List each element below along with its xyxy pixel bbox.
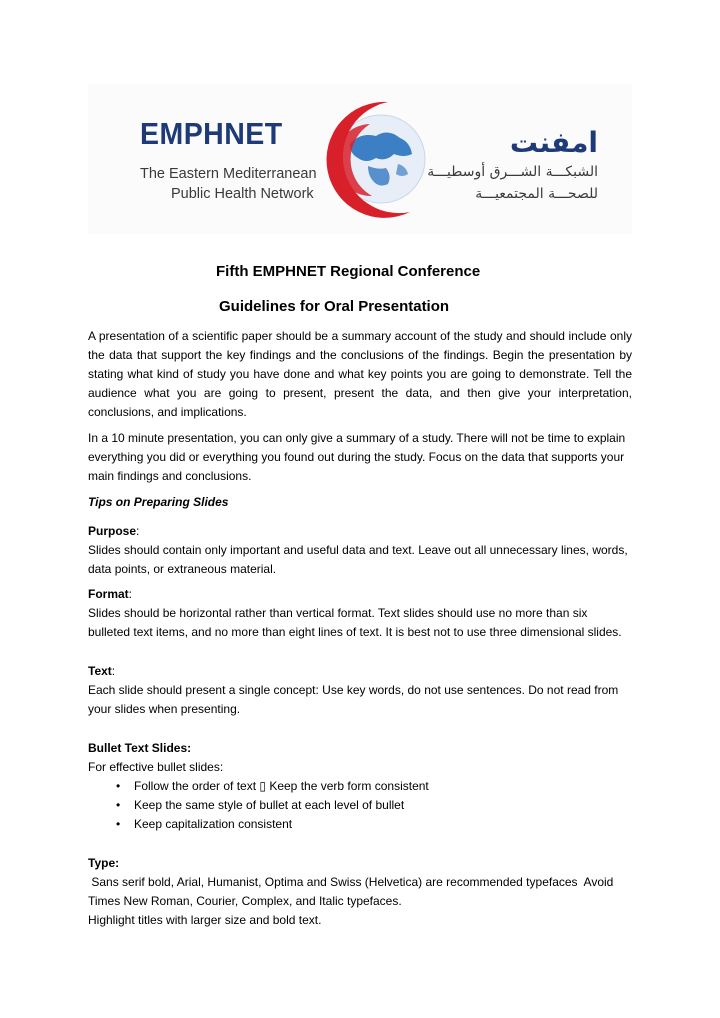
purpose-heading: Purpose — [88, 524, 137, 538]
logo-english-line-1: The Eastern Mediterranean — [140, 166, 317, 182]
type-section — [88, 854, 632, 930]
document-subtitle: Guidelines for Oral Presentation — [219, 298, 450, 315]
logo-arabic-line-2: للصحـــة المجتمعيـــة — [475, 186, 598, 202]
bullet-icon: • — [116, 798, 121, 812]
intro-paragraph-2: In a 10 minute presentation, you can only give a summary of a study. There will not be time to explain everything you did or everything you found out during the study. Focus on the data that supports your main findings and conclusions. — [88, 431, 626, 483]
format-section — [88, 585, 632, 642]
list-item — [116, 815, 632, 834]
list-item — [116, 796, 632, 815]
purpose-colon: : — [136, 524, 140, 538]
bullet-slides-heading: Bullet Text Slides: — [88, 741, 192, 755]
text-colon: : — [111, 664, 116, 678]
format-colon: : — [128, 587, 133, 601]
bullet-icon: • — [116, 817, 121, 831]
globe-crescent-icon — [88, 84, 632, 234]
text-section-text: Each slide should present a single concept: Use key words, do not use sentences. Do not read from your slides when presenting. — [88, 683, 619, 716]
type-heading: Type: — [88, 856, 120, 870]
bullet-slides-section — [88, 739, 632, 834]
tips-heading: Tips on Preparing Slides — [88, 495, 229, 509]
intro-paragraph-1: A presentation of a scientific paper should be a summary account of the study and should include only the data that support the key findings and the conclusions of the findings. Begin the presentation by stating what kind of study you have done and what key points you are going to demonstrate. Tell the audience what you are going to present, present the data, and then give your interpretation, conclusions, and implications. — [88, 329, 632, 419]
document-body — [88, 262, 632, 930]
text-section — [88, 662, 632, 719]
format-heading: Format — [88, 587, 129, 601]
logo-arabic-title: امفنت — [509, 126, 598, 159]
type-text-2: Highlight titles with larger size and bold text. — [88, 913, 322, 927]
type-text-1: Sans serif bold, Arial, Humanist, Optima and Swiss (Helvetica) are recommended typefaces Avoid Times New Roman, Courier, Complex, and Italic typefaces. — [88, 875, 617, 908]
list-item-text: Follow the order of text ▯ Keep the verb form consistent — [134, 779, 429, 793]
purpose-text: Slides should contain only important and useful data and text. Leave out all unnecessary lines, words, data points, or extraneous material. — [88, 543, 628, 576]
text-heading: Text — [88, 664, 112, 678]
list-item — [116, 777, 632, 796]
bullet-icon: • — [116, 779, 121, 793]
logo-english-line-2: Public Health Network — [171, 186, 314, 202]
format-text: Slides should be horizontal rather than vertical format. Text slides should use no more than six bulleted text items, and no more than eight lines of text. It is best not to use three dimensional slides. — [88, 606, 622, 639]
logo-english-title: EMPHNET — [140, 116, 283, 151]
bullet-slides-intro: For effective bullet slides: — [88, 760, 224, 774]
document-title: Fifth EMPHNET Regional Conference — [216, 263, 481, 280]
list-item-text: Keep capitalization consistent — [134, 817, 293, 831]
purpose-section — [88, 522, 632, 579]
logo-arabic-line-1: الشبكـــة الشـــرق أوسطيـــة — [427, 164, 598, 180]
list-item-text: Keep the same style of bullet at each level of bullet — [134, 798, 405, 812]
bullet-list — [88, 777, 632, 834]
emphnet-logo — [88, 84, 632, 234]
